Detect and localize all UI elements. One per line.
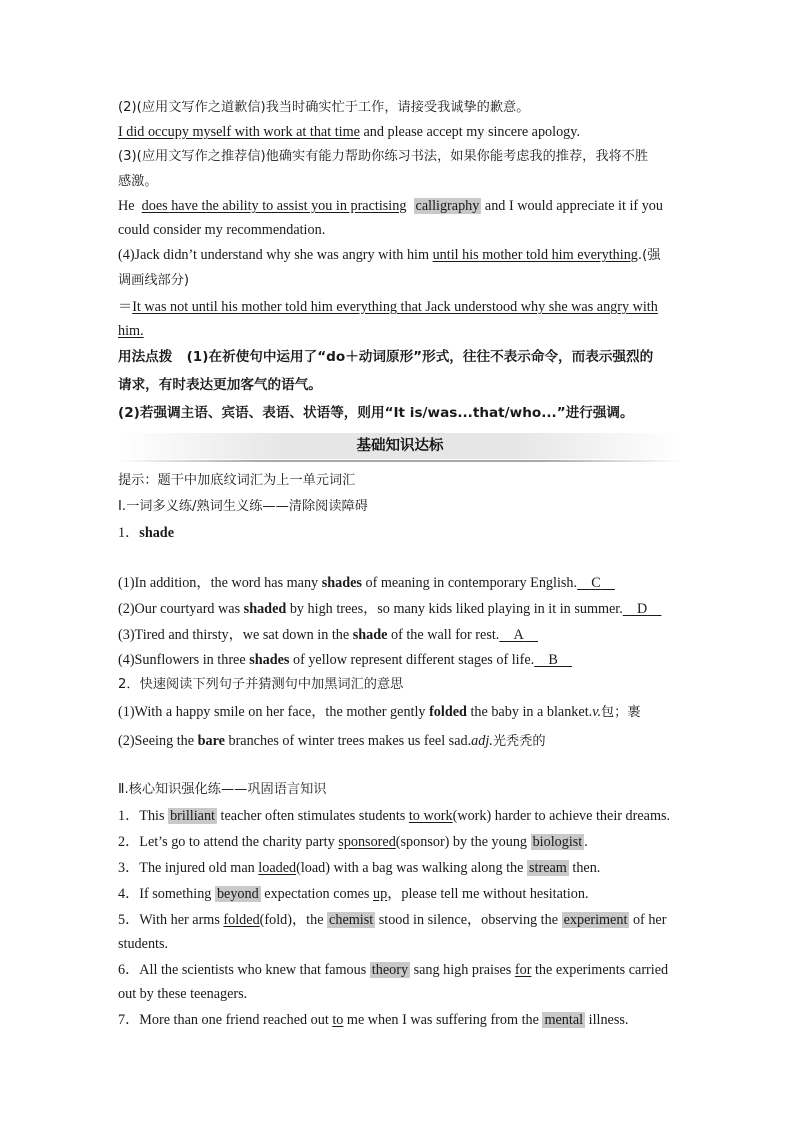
s2-text: 2．Let’s go to attend the charity party (118, 834, 339, 850)
s5-text3: stood in silence，observing the (375, 912, 562, 928)
part2-sentence-1 (118, 806, 670, 826)
q1-item-pre: (2)Our courtyard was (118, 601, 244, 617)
s6-text: 6．All the scientists who knew that famous (118, 962, 370, 978)
item3-he: He (118, 198, 135, 214)
q1-title (118, 523, 174, 543)
s5-answer: folded (223, 912, 260, 928)
part2-sentence-6-line2: out by these teenagers. (118, 986, 248, 1002)
s7-highlight: mental (544, 1012, 584, 1028)
item4-line1 (118, 245, 660, 266)
s2-highlight: biologist (532, 834, 583, 850)
s7-text: 7．More than one friend reached out (118, 1012, 333, 1028)
q1-item-post: of yellow represent different stages of life. (289, 652, 535, 668)
item2-underlined: I did occupy myself with work at that time (118, 124, 360, 140)
usage-note-1-line2: 请求，有时表达更加客气的语气。 (118, 377, 322, 393)
q1-item-answer (623, 599, 662, 619)
item3-underlined: does have the ability to assist you in practising (141, 198, 407, 214)
q1-item-answer-letter: A (513, 627, 524, 643)
section-banner (118, 433, 682, 459)
s6-text2: sang high praises (410, 962, 515, 978)
item3-label-line2: 感激。 (118, 174, 158, 189)
s1-text3: (work) harder to achieve their dreams. (452, 808, 671, 824)
q1-item-post: by high trees，so many kids liked playing in it in summer. (286, 601, 623, 617)
usage-note-2: (2)若强调主语、宾语、表语、状语等，则用“It is/was...that/who...”进行强调。 (118, 405, 634, 421)
item3-label-line1: (3)(应用文写作之推荐信)他确实有能力帮助你练习书法，如果你能考虑我的推荐，我将不胜 (118, 149, 649, 164)
item3-answer-line2: could consider my recommendation. (118, 222, 326, 238)
part2-sentence-7 (118, 1010, 628, 1030)
usage-title: 用法点拨 (118, 349, 173, 365)
part1-heading: Ⅰ.一词多义练/熟词生义练——清除阅读障碍 (118, 499, 368, 514)
item4-answer-line2 (118, 321, 144, 341)
s2-text2: (sponsor) by the young (395, 834, 531, 850)
s5-text: 5．With her arms (118, 912, 224, 928)
q1-item (118, 573, 615, 593)
q1-item-pre: (3)Tired and thirsty，we sat down in the (118, 627, 353, 643)
s4-text2: expectation comes (260, 886, 373, 902)
s5-highlight-2: experiment (563, 912, 628, 928)
q1-number: 1． (118, 525, 140, 541)
s4-answer: up (373, 886, 388, 902)
q2-item-meaning: 光秃秃的 (492, 734, 546, 749)
s1-highlight: brilliant (170, 808, 215, 824)
q2-title: 2．快速阅读下列句子并猜测句中加黑词汇的意思 (118, 677, 404, 692)
item4-answer-line1 (118, 297, 658, 317)
q1-item (118, 625, 538, 645)
s3-answer: loaded (258, 860, 297, 876)
s3-text: 3．The injured old man (118, 860, 259, 876)
q1-item-answer (577, 573, 615, 593)
item2-rest: and please accept my sincere apology. (359, 124, 580, 140)
item4-underlined: until his mother told him everything (432, 247, 638, 263)
item3-rest: and I would appreciate it if you (481, 198, 663, 214)
q1-item-word: shades (321, 575, 362, 591)
item4-equals: ＝ (118, 299, 133, 315)
s1-text: 1．This (118, 808, 169, 824)
s5-highlight: chemist (329, 912, 374, 928)
q2-item-post: the baby in a blanket. (466, 704, 593, 720)
item3-answer-line1 (118, 196, 663, 216)
q2-item (118, 731, 546, 752)
s4-text: 4．If something (118, 886, 215, 902)
part2-sentence-5 (118, 910, 666, 930)
s7-text3: illness. (585, 1012, 629, 1028)
q1-item-word: shaded (243, 601, 287, 617)
s2-text3: . (584, 834, 588, 850)
item2-answer (118, 122, 580, 142)
item4-end: .(强 (637, 248, 661, 263)
item4-line2: 调画线部分) (118, 273, 190, 288)
s5-text4: of her (629, 912, 667, 928)
s6-answer: for (514, 962, 532, 978)
section-banner-title: 基础知识达标 (356, 438, 444, 454)
q2-item-word: folded (429, 704, 467, 720)
q2-item-pos: v. (592, 704, 601, 720)
q1-word: shade (139, 525, 174, 541)
s1-text2: teacher often stimulates students (216, 808, 409, 824)
item4-answer-underlined: It was not until his mother told him everything that Jack understood why she was angry with (132, 299, 658, 315)
hint-text: 提示：题干中加底纹词汇为上一单元词汇 (118, 473, 356, 488)
usage-note-1-line1 (118, 347, 653, 367)
s4-highlight: beyond (216, 886, 259, 902)
q1-item (118, 599, 661, 619)
s6-highlight: theory (371, 962, 409, 978)
q1-item-answer (499, 625, 538, 645)
q1-item-answer (534, 650, 572, 670)
item3-highlight: calligraphy (415, 198, 480, 214)
q2-item-pre: (1)With a happy smile on her face，the mother gently (118, 704, 430, 720)
s6-text3: the experiments carried (531, 962, 669, 978)
q1-item-pre: (4)Sunflowers in three (118, 652, 250, 668)
part2-heading: Ⅱ.核心知识强化练——巩固语言知识 (118, 782, 327, 797)
q1-item-answer-letter: D (636, 601, 648, 617)
section-banner-rule (118, 460, 682, 462)
item4-start: (4)Jack didn’t understand why she was angry with him (118, 247, 433, 263)
part2-sentence-3 (118, 858, 600, 878)
q2-item-word: bare (197, 733, 225, 749)
s7-text2: me when I was suffering from the (343, 1012, 543, 1028)
s7-answer: to (332, 1012, 344, 1028)
s1-answer: to work (408, 808, 453, 824)
q2-item (118, 702, 641, 723)
usage-1: (1)在祈使句中运用了“do＋动词原形”形式，往往不表示命令，而表示强烈的 (186, 349, 654, 365)
s3-text2: (load) with a bag was walking along the (296, 860, 527, 876)
q1-item-answer-letter: B (548, 652, 558, 668)
q2-item-pre: (2)Seeing the (118, 733, 198, 749)
q1-item-word: shade (352, 627, 388, 643)
q2-item-meaning: 包；裹 (601, 705, 641, 720)
q1-item-post: of meaning in contemporary English. (361, 575, 578, 591)
q1-item-word: shades (249, 652, 290, 668)
item4-answer-him: him. (118, 323, 144, 339)
s3-highlight: stream (529, 860, 567, 876)
s5-text2: (fold)，the (259, 912, 328, 928)
part2-sentence-6 (118, 960, 668, 980)
q1-item-post: of the wall for rest. (387, 627, 500, 643)
item2-label: (2)(应用文写作之道歉信)我当时确实忙于工作，请接受我诚挚的歉意。 (118, 100, 530, 115)
q2-item-post: branches of winter trees makes us feel sad. (224, 733, 472, 749)
s2-answer: sponsored (338, 834, 396, 850)
s3-text3: then. (568, 860, 601, 876)
part2-sentence-4 (118, 884, 589, 904)
q1-item-pre: (1)In addition，the word has many (118, 575, 322, 591)
part2-sentence-5-line2: students. (118, 936, 169, 952)
q1-item (118, 650, 572, 670)
part2-sentence-2 (118, 832, 588, 852)
q1-item-answer-letter: C (591, 575, 601, 591)
s4-text3: ，please tell me without hesitation. (387, 886, 589, 902)
q2-item-pos: adj. (471, 733, 493, 749)
